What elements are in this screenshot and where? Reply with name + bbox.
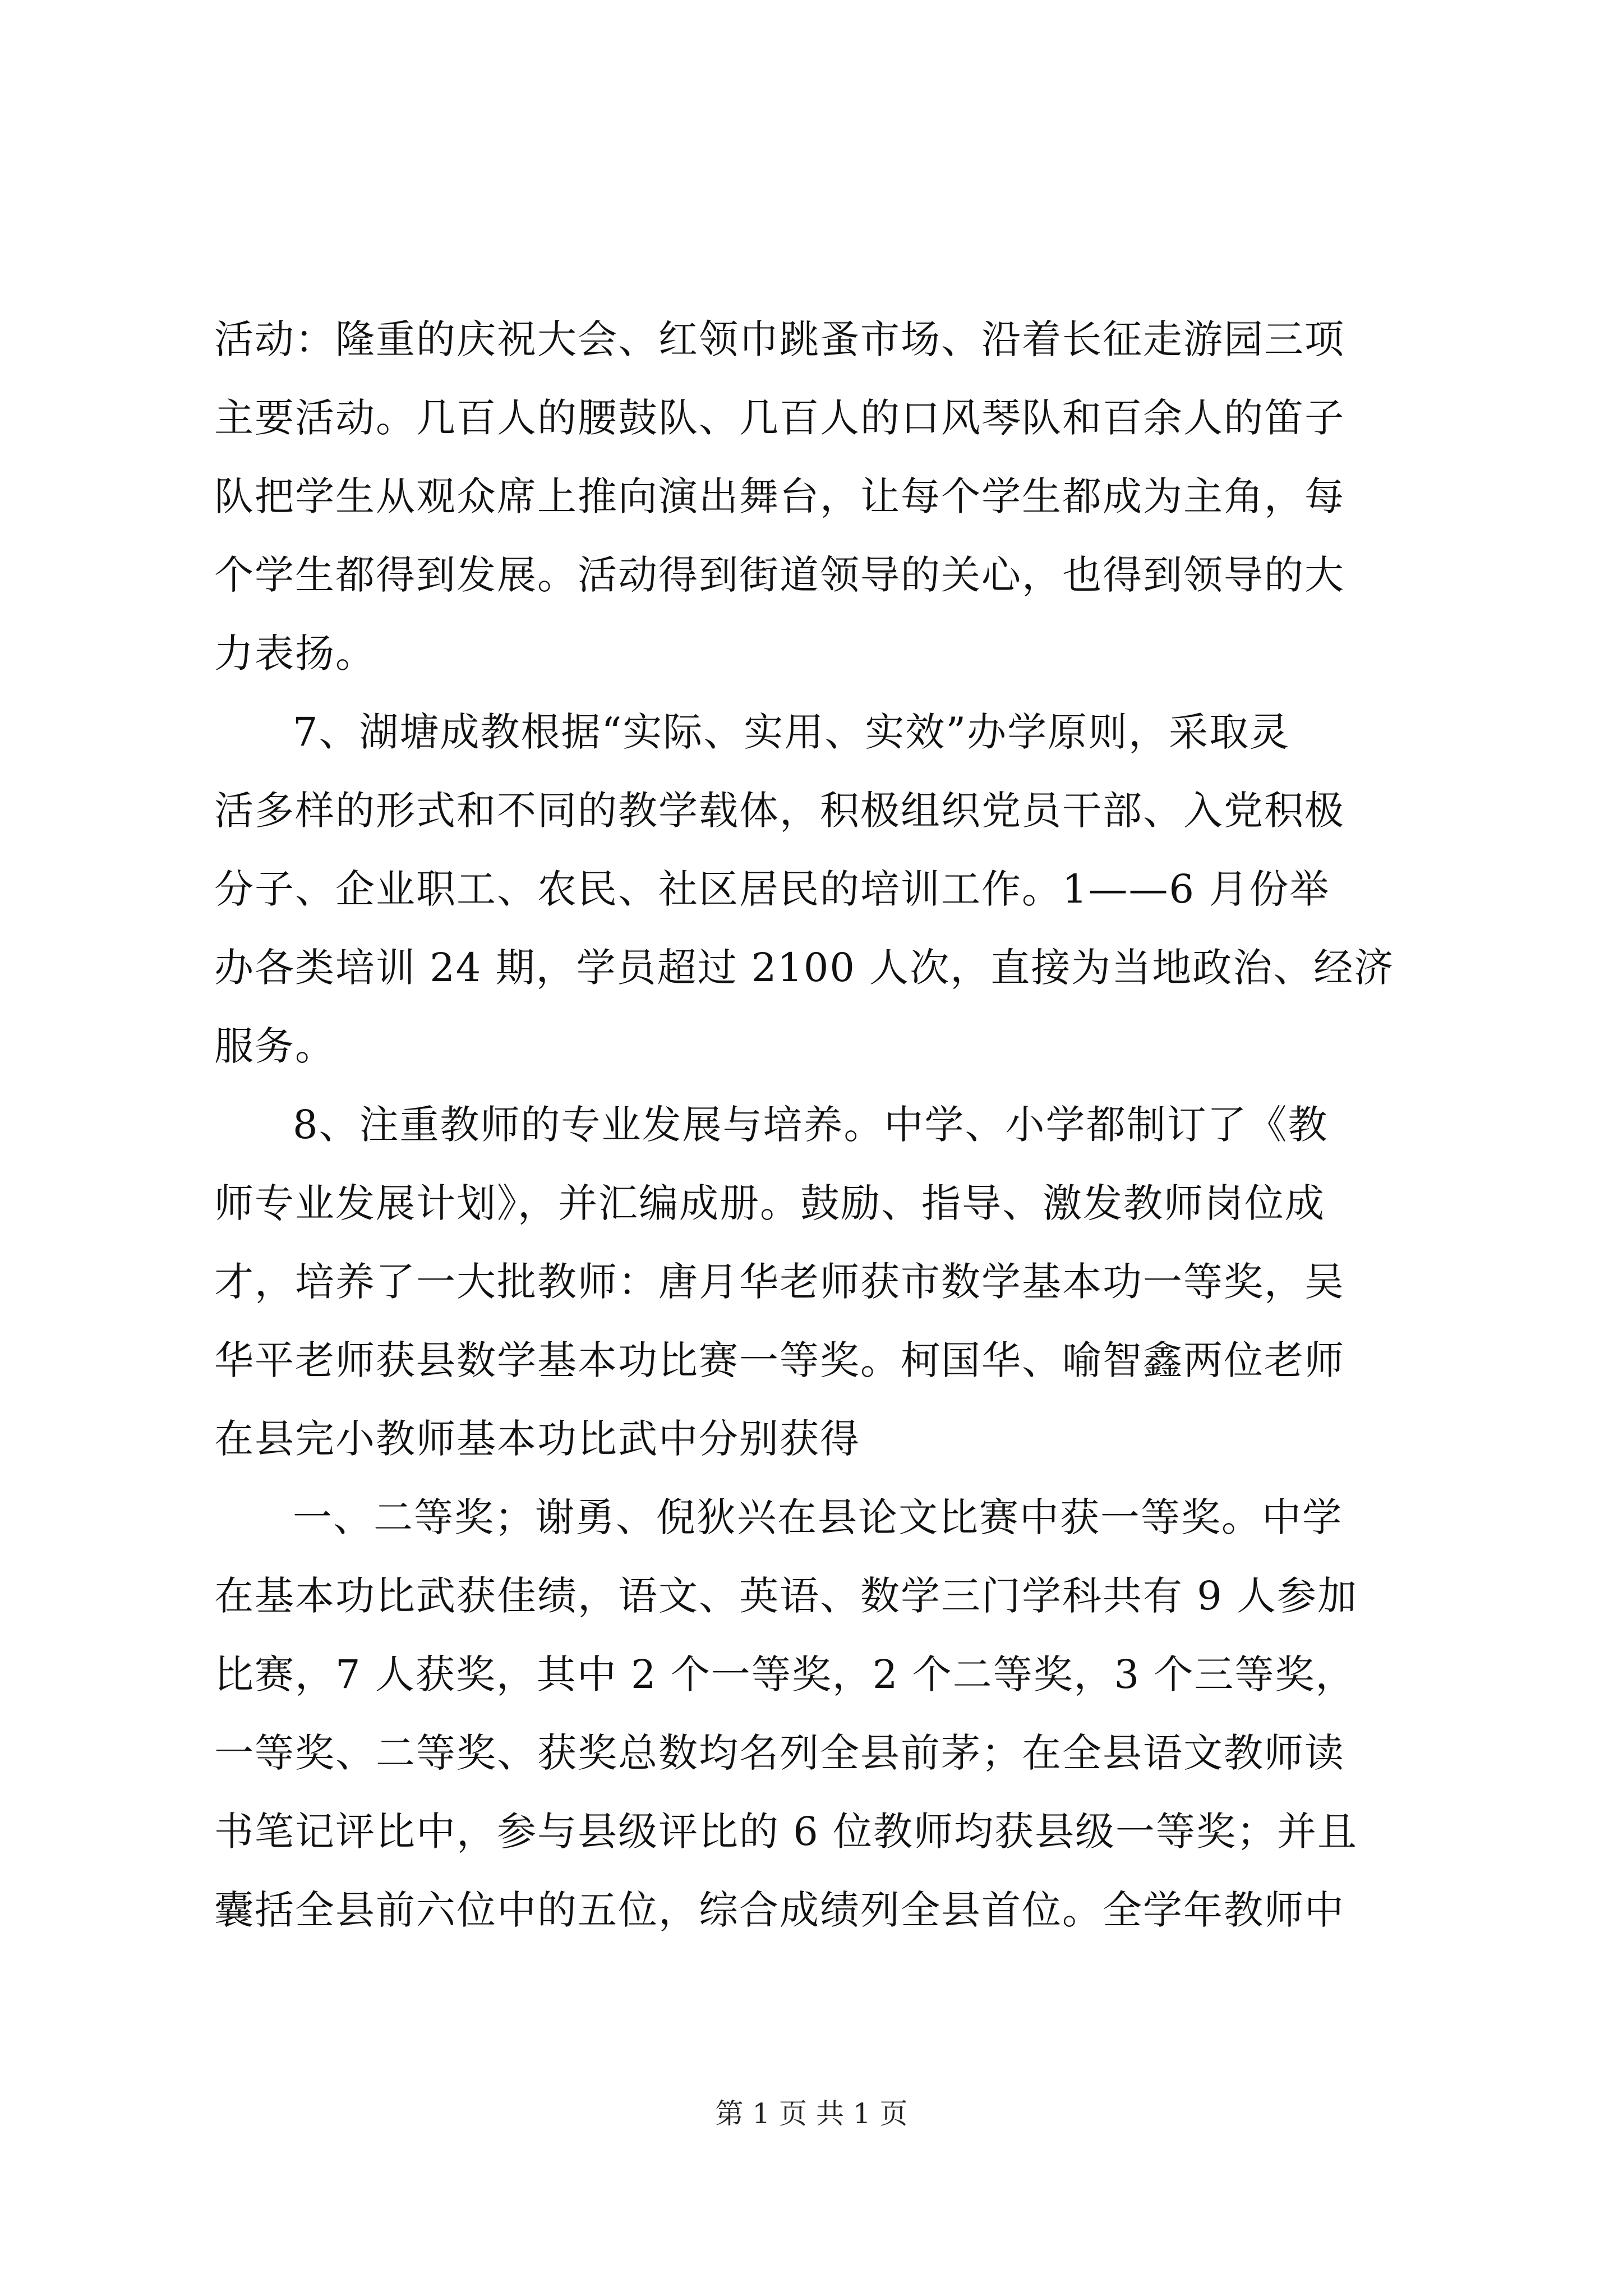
document-body xyxy=(214,300,1409,1949)
text-line: 一、二等奖；谢勇、倪狄兴在县论文比赛中获一等奖。中学 xyxy=(293,1494,1343,1540)
text-line: 书笔记评比中，参与县级评比的 6 位教师均获县级一等奖；并且 xyxy=(214,1809,1358,1855)
text-line: 一等奖、二等奖、获奖总数均名列全县前茅；在全县语文教师读 xyxy=(214,1730,1345,1776)
text-line: 囊括全县前六位中的五位，综合成绩列全县首位。全学年教师中 xyxy=(214,1887,1345,1933)
text-line: 在基本功比武获佳绩，语文、英语、数学三门学科共有 9 人参加 xyxy=(214,1573,1358,1619)
text-line: 师专业发展计划》，并汇编成册。鼓励、指导、激发教师岗位成 xyxy=(214,1180,1325,1226)
text-line: 力表扬。 xyxy=(214,631,376,677)
text-line: 活多样的形式和不同的教学载体，积极组织党员干部、入党积极 xyxy=(214,788,1345,834)
text-line: 个学生都得到发展。活动得到街道领导的关心，也得到领导的大 xyxy=(214,552,1345,598)
text-line: 8、注重教师的专业发展与培养。中学、小学都制订了《教 xyxy=(293,1102,1329,1148)
text-line: 分子、企业职工、农民、社区居民的培训工作。1——6 月份举 xyxy=(214,866,1330,912)
text-line: 办各类培训 24 期，学员超过 2100 人次，直接为当地政治、经济 xyxy=(214,945,1395,991)
text-line: 比赛，7 人获奖，其中 2 个一等奖，2 个二等奖，3 个三等奖， xyxy=(214,1651,1356,1697)
text-line: 服务。 xyxy=(214,1023,335,1069)
page-footer: 第 1 页 共 1 页 xyxy=(715,2097,908,2130)
text-line: 队把学生从观众席上推向演出舞台，让每个学生都成为主角，每 xyxy=(214,473,1345,519)
text-line: 才，培养了一大批教师：唐月华老师获市数学基本功一等奖，吴 xyxy=(214,1259,1345,1305)
text-line: 在县完小教师基本功比武中分别获得 xyxy=(214,1416,860,1462)
text-line: 活动：隆重的庆祝大会、红领巾跳蚤市场、沿着长征走游园三项 xyxy=(214,316,1345,362)
text-line: 7、湖塘成教根据“实际、实用、实效”办学原则，采取灵 xyxy=(293,709,1290,755)
text-line: 华平老师获县数学基本功比赛一等奖。柯国华、喻智鑫两位老师 xyxy=(214,1337,1345,1383)
text-line: 主要活动。几百人的腰鼓队、几百人的口风琴队和百余人的笛子 xyxy=(214,395,1345,441)
